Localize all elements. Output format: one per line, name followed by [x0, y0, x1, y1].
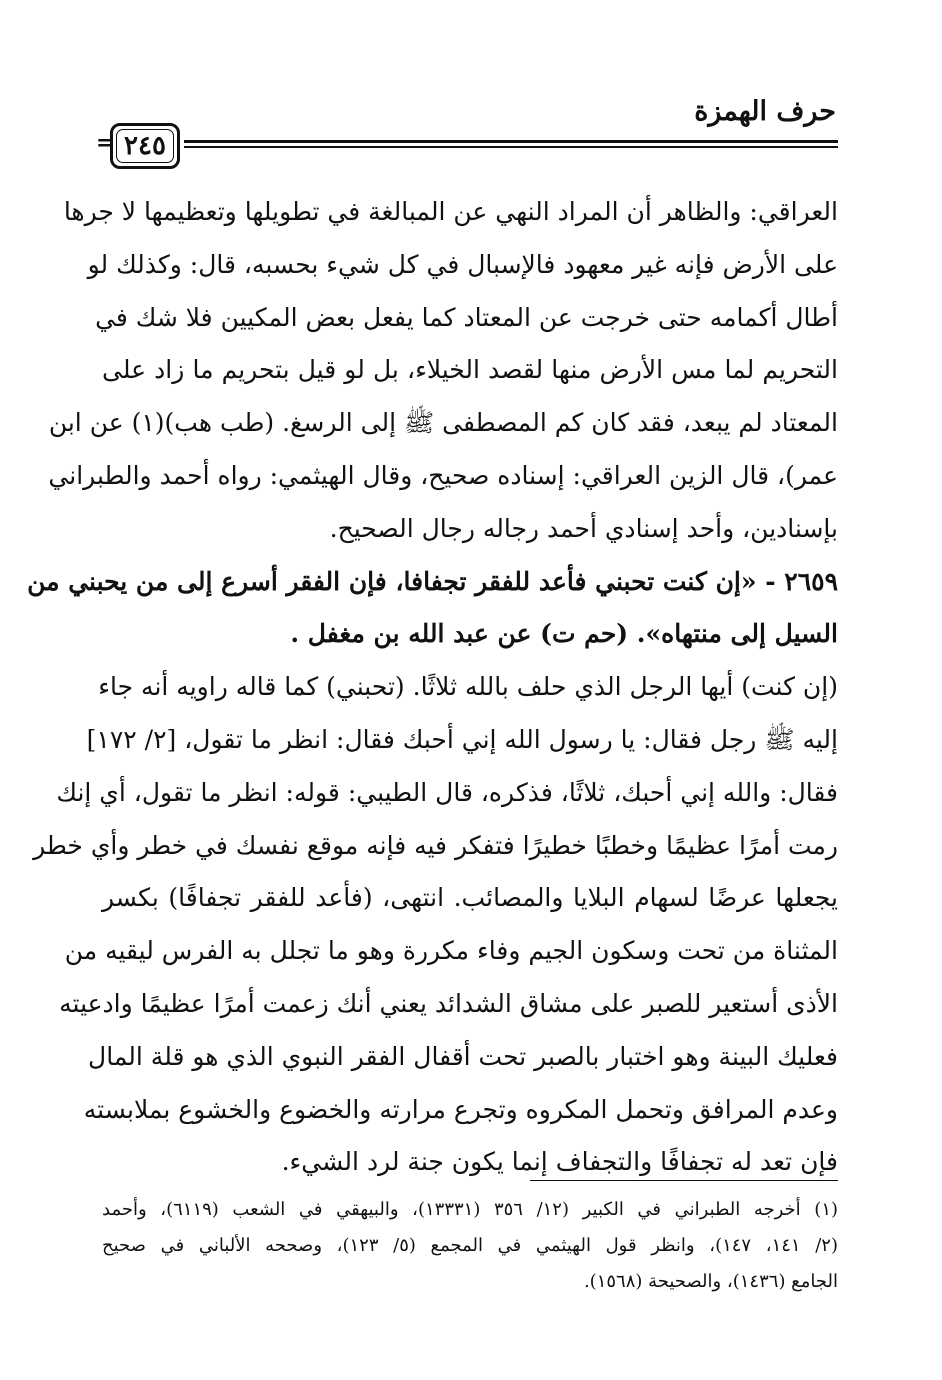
text-line: التحريم لما مس الأرض منها لقصد الخيلاء، بل لو قيل بتحريم ما زاد على [102, 355, 838, 385]
header-ornament: = [96, 130, 115, 156]
text-line: فقال: والله إني أحبك، ثلاثًا، فذكره، قال الطيبي: قوله: انظر ما تقول، أي إنك [56, 777, 838, 807]
footnote-line: الجامع (١٤٣٦)، والصحيحة (١٥٦٨). [583, 1271, 838, 1292]
text-line: فعليك البينة وهو اختبار بالصبر تحت أقفال الفقر النبوي الذي هو قلة المال [88, 1041, 838, 1071]
footnote-line: (٢/ ١٤١، ١٤٧)، وانظر قول الهيثمي في المجمع (٥/ ١٢٣)، وصححه الألباني في صحيح [102, 1235, 838, 1256]
header-double-rule [184, 140, 838, 148]
text-line: رمت أمرًا عظيمًا وخطبًا خطيرًا فتفكر فيه فإنه موقع نفسك في خطر وأي خطر [33, 830, 838, 860]
main-text [27, 186, 838, 1189]
text-line: يجعلها عرضًا لسهام البلايا والمصائب. انتهى، (فأعد للفقر تجفافًا) بكسر [102, 883, 838, 913]
hadith-line: السيل إلى منتهاه». (حم ت) عن عبد الله بن مغفل . [290, 619, 838, 649]
page-number-box [110, 123, 180, 169]
footnote-line: (١) أخرجه الطبراني في الكبير (١٢/ ٣٥٦ (١٣٣٣١)، والبيهقي في الشعب (٦١١٩)، وأحمد [102, 1199, 839, 1220]
text-line: فإن تعد له تجفافًا والتجفاف إنما يكون جنة لرد الشيء. [281, 1147, 838, 1177]
text-line: (إن كنت) أيها الرجل الذي حلف بالله ثلاثًا. (تحبني) كما قاله راويه أنه جاء [98, 672, 838, 702]
text-line: إليه ﷺ رجل فقال: يا رسول الله إني أحبك فقال: انظر ما تقول، [٢/ ١٧٢] [86, 724, 838, 754]
running-title: حرف الهمزة [694, 96, 836, 127]
text-line: المعتاد لم يبعد، فقد كان كم المصطفى ﷺ إلى الرسغ. (طب هب)(١) عن ابن [48, 408, 838, 438]
text-line: عمر)، قال الزين العراقي: إسناده صحيح، وقال الهيثمي: رواه أحمد والطبراني [48, 460, 838, 490]
footnotes [102, 1192, 838, 1300]
text-line: على الأرض فإنه غير معهود فالإسبال في كل شيء بحسبه، قال: وكذلك لو [87, 249, 838, 279]
text-line: الأذى أستعير للصبر على مشاق الشدائد يعني أنك زعمت أمرًا عظيمًا وادعيته [59, 988, 838, 1018]
hadith-line: ٢٦٥٩ - «إن كنت تحبني فأعد للفقر تجفافا، فإن الفقر أسرع إلى من يحبني من [27, 566, 838, 596]
footnote-separator [530, 1180, 838, 1181]
text-line: أطال أكمامه حتى خرجت عن المعتاد كما يفعل بعض المكيين فلا شك في [95, 302, 838, 332]
text-line: المثناة من تحت وسكون الجيم وفاء مكررة وهو ما تجلل به الفرس ليقيه من [64, 936, 838, 966]
page-number: ٢٤٥ [124, 131, 166, 161]
text-line: وعدم المرافق وتحمل المكروه وتجرع مرارته والخضوع والخشوع بملابسته [83, 1094, 838, 1124]
text-line: العراقي: والظاهر أن المراد النهي عن المبالغة في تطويلها وتعظيمها لا جرها [63, 197, 838, 226]
text-line: بإسنادين، وأحد إسنادي أحمد رجاله رجال الصحيح. [329, 513, 838, 543]
